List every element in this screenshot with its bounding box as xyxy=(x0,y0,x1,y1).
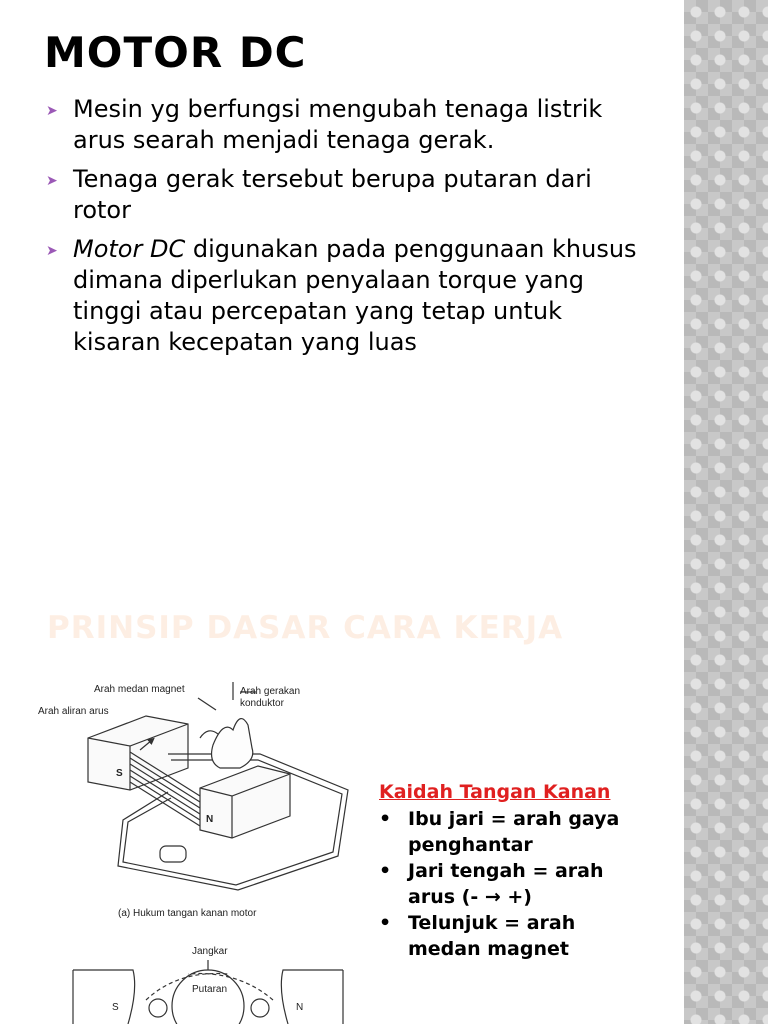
rule-list xyxy=(379,806,649,962)
bullet-text: digunakan pada penggunaan khusus dimana diperlukan penyalaan torque yang tinggi atau percepatan yang tetap untuk kisaran kecepatan yang luas xyxy=(73,235,637,356)
rule-item-text: Jari tengah = arah arus (- → +) xyxy=(408,860,604,908)
label-putaran: Putaran xyxy=(192,984,228,995)
bullet-text: Tenaga gerak tersebut berupa putaran dari rotor xyxy=(73,165,592,224)
label-s-pole: S xyxy=(116,768,123,779)
label-konduktor: konduktor xyxy=(240,698,284,709)
label-jangkar: Jangkar xyxy=(192,946,228,957)
label-arah-aliran: Arah aliran arus xyxy=(38,706,109,717)
rule-item-text: Ibu jari = arah gaya penghantar xyxy=(408,808,620,856)
bullet-dot-icon: • xyxy=(379,808,392,830)
rule-item-text: Telunjuk = arah medan magnet xyxy=(408,912,576,960)
label-arah-medan: Arah medan magnet xyxy=(94,684,185,695)
bullet-item xyxy=(46,164,646,226)
section-subtitle: PRINSIP DASAR CARA KERJA xyxy=(47,610,564,646)
right-hand-rule-box xyxy=(379,780,649,962)
bullet-emphasis: Motor DC xyxy=(73,235,186,263)
bullet-text: Mesin yg berfungsi mengubah tenaga listrik arus searah menjadi tenaga gerak. xyxy=(73,95,603,154)
motor-diagram-svg xyxy=(28,670,358,1024)
slide-title: MOTOR DC xyxy=(44,28,307,77)
rule-item xyxy=(379,910,649,962)
bullet-item xyxy=(46,234,646,358)
motor-diagram xyxy=(28,670,358,1024)
label-n-pole: N xyxy=(206,814,214,825)
rule-item xyxy=(379,806,649,858)
arrow-bullet-icon: ➤ xyxy=(46,173,58,189)
side-pattern xyxy=(684,0,768,1024)
arrow-bullet-icon: ➤ xyxy=(46,103,58,119)
label-s-pole-lower: S xyxy=(112,1002,119,1013)
bullet-item xyxy=(46,94,646,156)
label-arah-gerakan: Arah gerakan xyxy=(240,686,301,697)
rule-title: Kaidah Tangan Kanan xyxy=(379,781,611,803)
label-n-pole-lower: N xyxy=(296,1002,304,1013)
figure-caption: (a) Hukum tangan kanan motor xyxy=(118,908,257,919)
rule-item xyxy=(379,858,649,910)
bullet-dot-icon: • xyxy=(379,912,392,934)
arrow-bullet-icon: ➤ xyxy=(46,243,58,259)
bullet-dot-icon: • xyxy=(379,860,392,882)
bullet-list xyxy=(46,94,646,366)
